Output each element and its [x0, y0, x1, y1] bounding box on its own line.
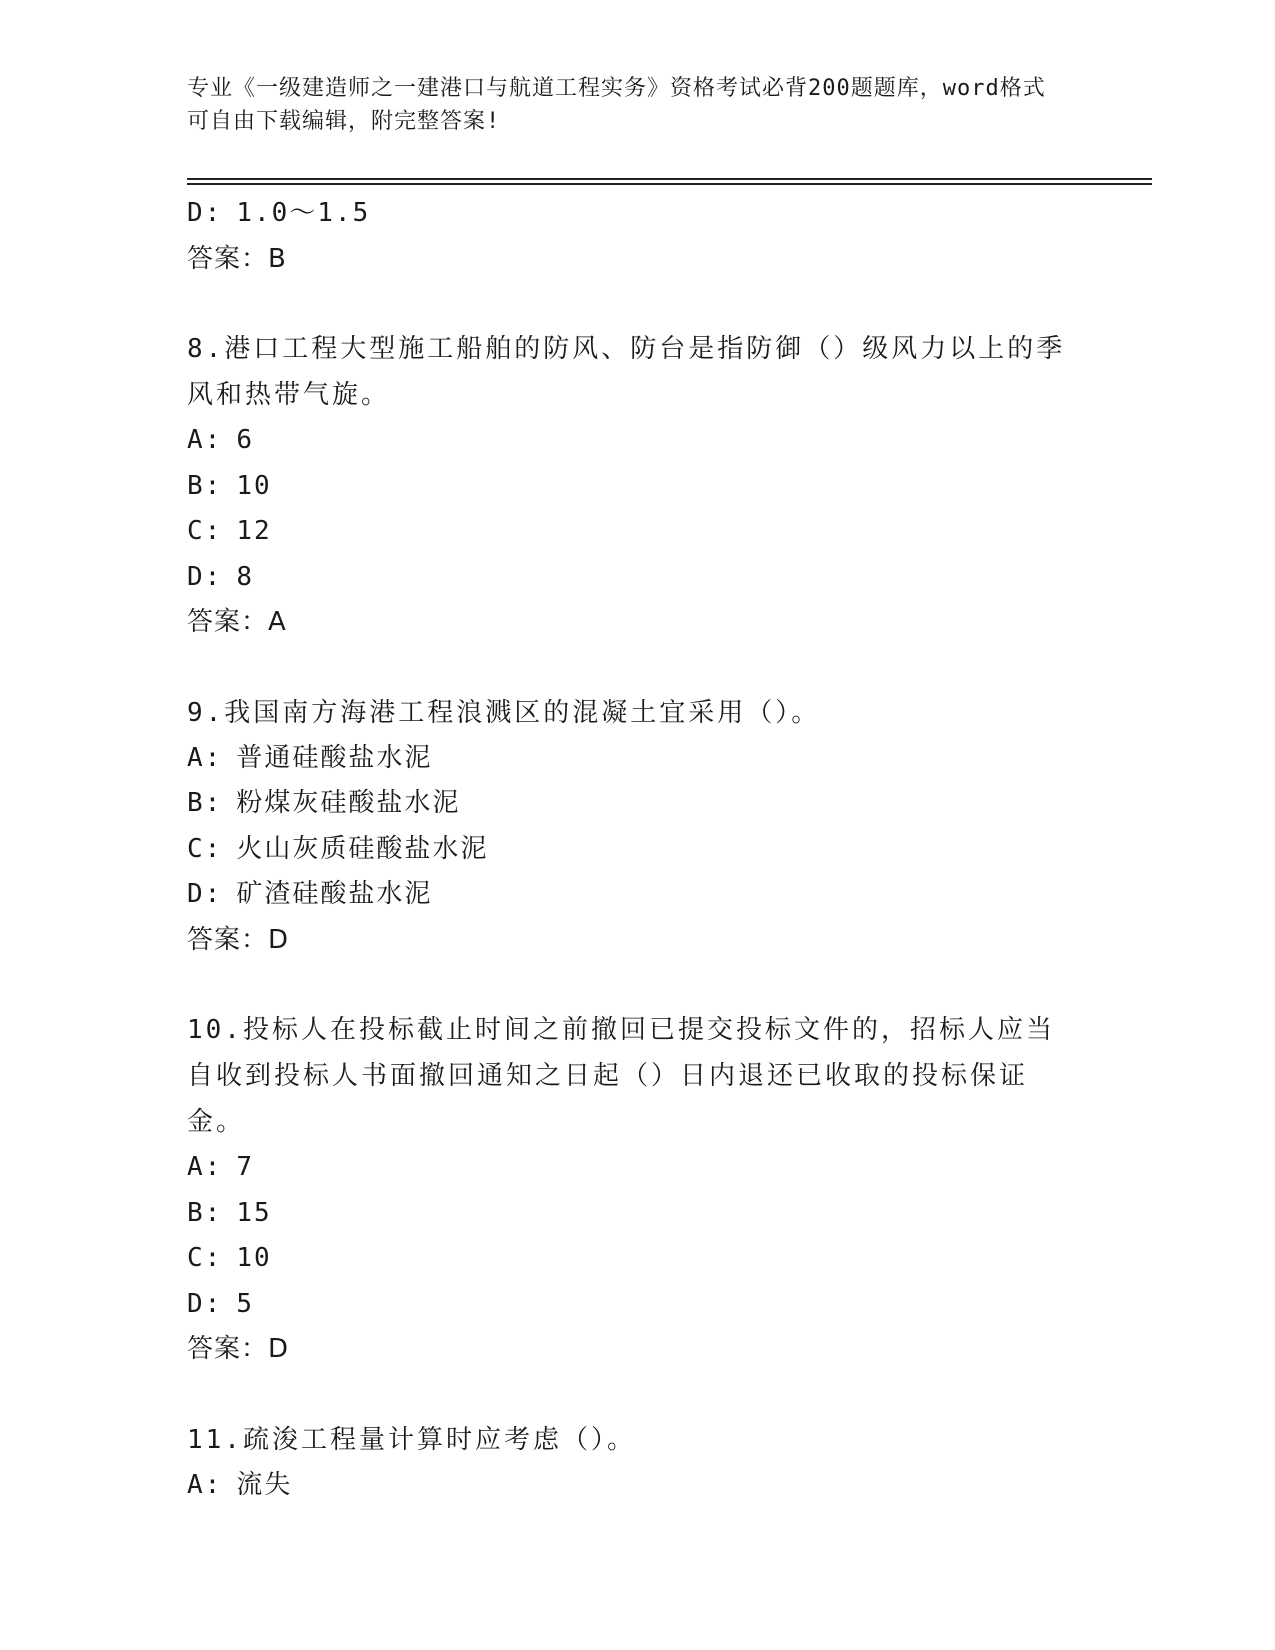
spacer [187, 282, 1087, 326]
header-divider-bottom [187, 183, 1152, 185]
option-text: 1.0～1.5 [236, 198, 371, 228]
option-text: 10 [236, 470, 272, 501]
option-key: A: [187, 1152, 223, 1182]
option-key: C: [187, 833, 223, 864]
option-line [187, 1236, 1087, 1282]
option-line [187, 555, 1087, 601]
document-header: 专业《一级建造师之一建港口与航道工程实务》资格考试必背200题题库，word格式可自由下载编辑，附完整答案! [187, 76, 1046, 134]
option-line [187, 827, 1087, 873]
option-text: 普通硅酸盐水泥 [236, 742, 433, 773]
option-line [187, 736, 1087, 782]
answer-line: 答案：D [187, 924, 290, 955]
answer-line: 答案：B [187, 243, 287, 274]
option-line [187, 781, 1087, 827]
option-line [187, 1463, 1087, 1509]
option-text: 7 [236, 1152, 254, 1182]
option-text: 6 [236, 425, 254, 455]
option-key: D: [187, 198, 223, 228]
option-key: A: [187, 425, 223, 455]
option-text: 15 [236, 1197, 272, 1228]
option-text: 矿渣硅酸盐水泥 [236, 879, 433, 909]
option-line [187, 509, 1087, 555]
option-key: D: [187, 1288, 223, 1319]
answer-line: 答案：D [187, 1334, 290, 1364]
question-stem: 9.我国南方海港工程浪溅区的混凝土宜采用（）。 [187, 697, 821, 728]
option-line [187, 191, 1087, 237]
option-key: B: [187, 470, 223, 501]
header-divider-top [187, 178, 1152, 180]
option-key: A: [187, 742, 223, 773]
question-stem: 11.疏浚工程量计算时应考虑（）。 [187, 1424, 636, 1455]
option-key: B: [187, 1197, 223, 1228]
spacer [187, 963, 1087, 1007]
question-list [187, 191, 1087, 1508]
option-key: C: [187, 516, 223, 546]
option-line [187, 1282, 1087, 1328]
option-key: A: [187, 1469, 223, 1500]
option-key: D: [187, 561, 223, 592]
option-line [187, 872, 1087, 918]
option-key: B: [187, 788, 223, 818]
option-text: 10 [236, 1243, 272, 1273]
option-text: 12 [236, 516, 272, 546]
option-line [187, 418, 1087, 464]
option-text: 8 [236, 561, 254, 592]
option-key: C: [187, 1243, 223, 1273]
spacer [187, 1373, 1087, 1417]
spacer [187, 646, 1087, 690]
option-line [187, 1145, 1087, 1191]
option-text: 火山灰质硅酸盐水泥 [236, 833, 489, 864]
option-line [187, 464, 1087, 510]
option-key: D: [187, 879, 223, 909]
option-text: 5 [236, 1288, 254, 1319]
question-stem: 8.港口工程大型施工船舶的防风、防台是指防御（）级风力以上的季风和热带气旋。 [187, 334, 1066, 410]
option-line [187, 1191, 1087, 1237]
option-text: 流失 [236, 1469, 293, 1500]
answer-line: 答案：A [187, 607, 287, 637]
option-text: 粉煤灰硅酸盐水泥 [236, 788, 461, 818]
question-stem: 10.投标人在投标截止时间之前撤回已提交投标文件的，招标人应当自收到投标人书面撤回通知之日起（）日内退还已收取的投标保证金。 [187, 1015, 1055, 1137]
